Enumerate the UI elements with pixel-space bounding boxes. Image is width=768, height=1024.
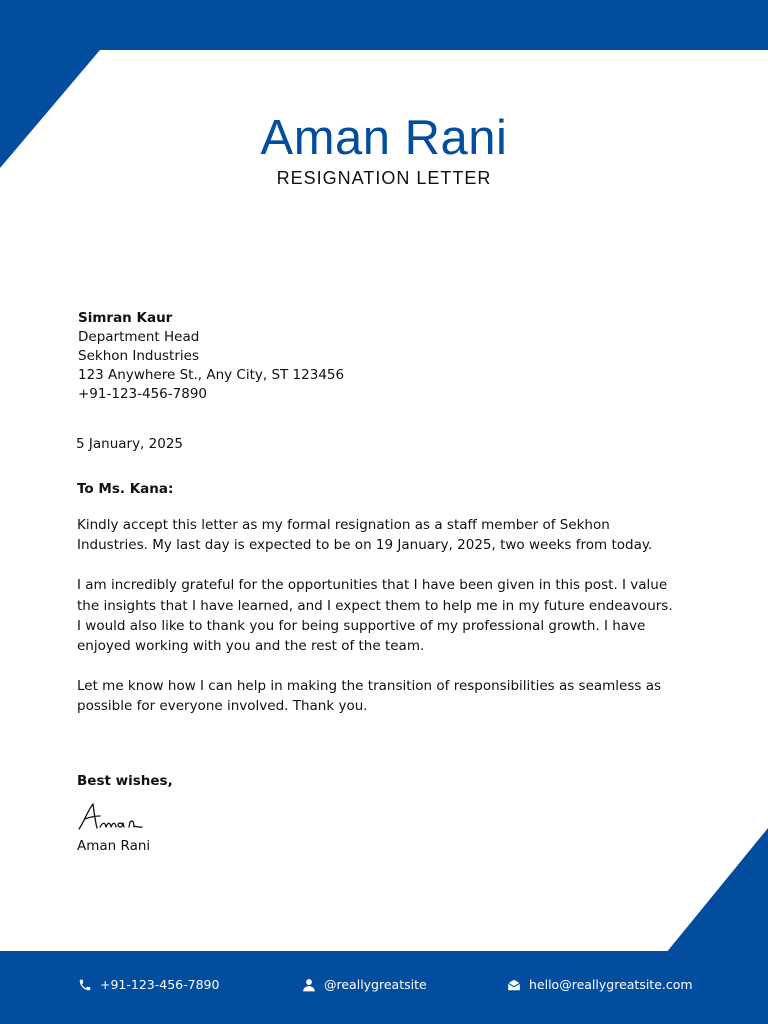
person-icon (302, 978, 316, 992)
sender-name-title: Aman Rani (260, 111, 508, 165)
handwritten-signature (76, 800, 160, 836)
bottom-right-corner-shape (666, 828, 768, 953)
phone-icon (78, 978, 92, 992)
footer-social[interactable] (302, 977, 427, 992)
document-subtitle: RESIGNATION LETTER (276, 167, 492, 188)
footer-email[interactable] (507, 977, 693, 992)
envelope-icon (507, 978, 521, 992)
footer-phone[interactable] (78, 977, 219, 992)
recipient-company: Sekhon Industries (78, 348, 199, 364)
body-paragraph-2: I am incredibly grateful for the opportunities that I have been given in this post. I value the insights that I have learned, and I expect them to help me in my future endeavours. I would also like to thank you for being supportive of my professional growth. I have enjoyed working with you and the rest of the team. (77, 577, 673, 655)
recipient-phone: +91-123-456-7890 (78, 386, 207, 402)
signer-name: Aman Rani (77, 838, 151, 854)
letter-header (0, 112, 768, 189)
body-paragraph-1: Kindly accept this letter as my formal resignation as a staff member of Sekhon Industries. My last day is expected to be on 19 January, 2025, two weeks from today. (77, 517, 653, 554)
footer-email-text: hello@reallygreatsite.com (529, 977, 693, 992)
closing-phrase: Best wishes, (77, 773, 173, 789)
footer-social-text: @reallygreatsite (324, 977, 427, 992)
letter-date: 5 January, 2025 (76, 436, 183, 452)
recipient-address: 123 Anywhere St., Any City, ST 123456 (78, 367, 345, 383)
recipient-block (78, 309, 344, 404)
letter-body (77, 515, 677, 737)
salutation: To Ms. Kana: (77, 481, 174, 497)
recipient-name: Simran Kaur (78, 310, 173, 326)
recipient-title: Department Head (78, 329, 200, 345)
footer-phone-text: +91-123-456-7890 (100, 977, 220, 992)
top-band (0, 0, 768, 50)
body-paragraph-3: Let me know how I can help in making the transition of responsibilities as seamless as possible for everyone involved. Thank you. (77, 678, 662, 715)
